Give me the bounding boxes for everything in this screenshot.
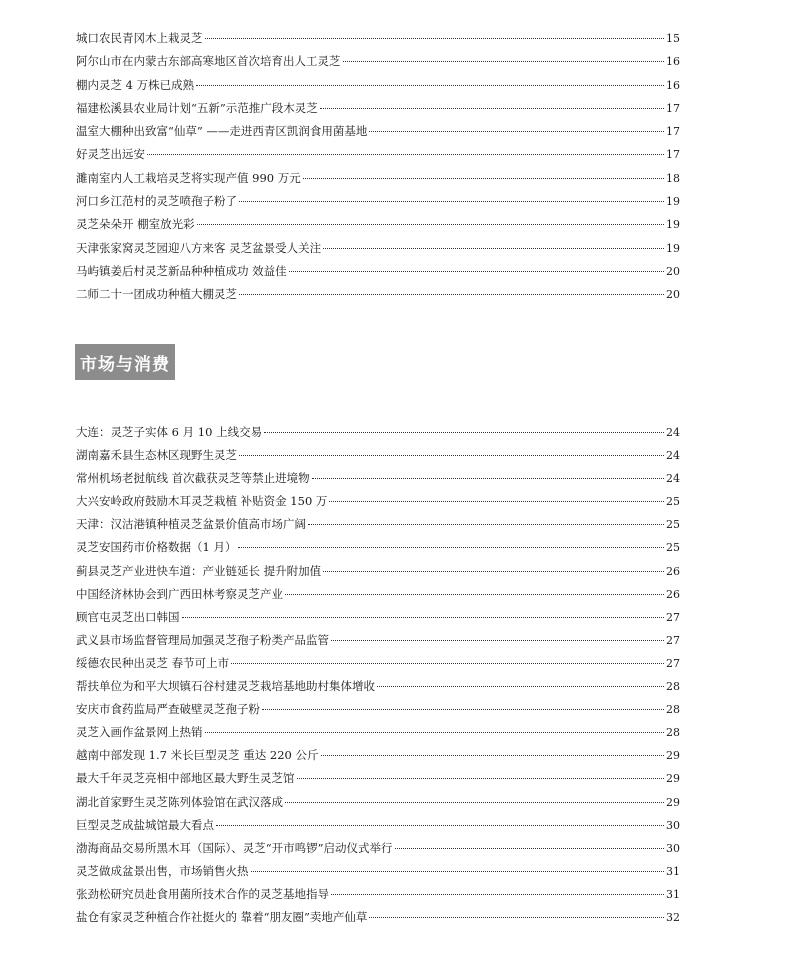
toc-entry-title: 河口乡江范村的灵芝喷孢子粉了 xyxy=(76,194,237,209)
toc-entry[interactable] xyxy=(76,814,680,837)
toc-entry[interactable] xyxy=(76,120,680,143)
toc-entry-page: 29 xyxy=(666,749,680,763)
dot-leader xyxy=(308,524,664,525)
dot-leader xyxy=(239,201,664,202)
dot-leader xyxy=(239,294,664,295)
toc-entry-page: 30 xyxy=(666,841,680,855)
toc-entry-page: 15 xyxy=(666,32,680,45)
toc-entry-page: 29 xyxy=(666,795,680,809)
toc-entry-title: 濉南室内人工栽培灵芝将实现产值 990 万元 xyxy=(76,170,301,185)
toc-entry[interactable] xyxy=(76,237,680,260)
toc-entry[interactable] xyxy=(76,906,680,929)
dot-leader xyxy=(197,224,664,225)
toc-entry-page: 26 xyxy=(666,587,680,601)
toc-entry-title: 中国经济林协会到广西田林考察灵芝产业 xyxy=(76,586,283,601)
dot-leader xyxy=(395,848,664,849)
dot-leader xyxy=(238,547,664,548)
toc-entry-page: 31 xyxy=(666,887,680,901)
toc-entry-title: 巨型灵芝成盐城馆最大看点 xyxy=(76,817,214,832)
toc-entry[interactable] xyxy=(76,652,680,675)
toc-entry-page: 25 xyxy=(666,518,680,532)
toc-entry-title: 常州机场老挝航线 首次截获灵芝等禁止进境物 xyxy=(76,471,310,486)
toc-entry-title: 大兴安岭政府鼓励木耳灵芝栽植 补贴资金 150 万 xyxy=(76,494,328,509)
toc-entry-page: 20 xyxy=(666,264,680,278)
toc-entry-title: 顾官屯灵芝出口韩国 xyxy=(76,609,180,624)
toc-entry[interactable] xyxy=(76,675,680,698)
toc-entry-page: 16 xyxy=(666,78,680,92)
toc-entry-page: 27 xyxy=(666,610,680,624)
toc-entry-page: 27 xyxy=(666,656,680,670)
toc-entry[interactable] xyxy=(76,837,680,860)
toc-entry-title: 湖南嘉禾县生态林区现野生灵芝 xyxy=(76,448,237,463)
toc-entry-title: 灵芝安国药市价格数据（1 月） xyxy=(76,540,237,555)
dot-leader xyxy=(264,432,664,433)
toc-entry-title: 好灵芝出远安 xyxy=(76,147,145,162)
toc-entry[interactable] xyxy=(76,283,680,306)
toc-entry-page: 29 xyxy=(666,772,680,786)
dot-leader xyxy=(312,478,664,479)
dot-leader xyxy=(205,38,665,39)
dot-leader xyxy=(343,61,665,62)
toc-entry[interactable] xyxy=(76,883,680,906)
toc-entry-title: 天津：汉沽港镇种植灵芝盆景价值高市场广阔 xyxy=(76,517,306,532)
toc-entry[interactable] xyxy=(76,50,680,73)
toc-entry-title: 武义县市场监督管理局加强灵芝孢子粉类产品监管 xyxy=(76,632,329,647)
toc-entry-page: 31 xyxy=(666,864,680,878)
toc-entry-title: 渤海商品交易所黑木耳（国际）、灵芝“开市鸣锣”启动仪式举行 xyxy=(76,840,393,855)
toc-entry-page: 20 xyxy=(666,288,680,302)
toc-entry-title: 棚内灵芝 4 万株已成熟 xyxy=(76,77,195,92)
toc-entry[interactable] xyxy=(76,606,680,629)
toc-entry[interactable] xyxy=(76,97,680,120)
toc-entry[interactable] xyxy=(76,513,680,536)
dot-leader xyxy=(369,131,664,132)
toc-entry-title: 城口农民青冈木上栽灵芝 xyxy=(76,31,203,45)
toc-entry-page: 19 xyxy=(666,195,680,209)
toc-entry-page: 32 xyxy=(666,910,680,924)
toc-entry[interactable] xyxy=(76,167,680,190)
toc-entry-page: 24 xyxy=(666,426,680,439)
toc-list-bottom xyxy=(76,421,680,929)
toc-entry-page: 24 xyxy=(666,472,680,486)
toc-entry-page: 19 xyxy=(666,218,680,232)
dot-leader xyxy=(323,571,664,572)
toc-entry[interactable] xyxy=(76,213,680,236)
dot-leader xyxy=(147,154,664,155)
toc-entry[interactable] xyxy=(76,490,680,513)
dot-leader xyxy=(331,894,664,895)
toc-entry-title: 福建松溪县农业局计划“五新”示范推广段木灵芝 xyxy=(76,100,318,115)
toc-entry-title: 马屿镇姜后村灵芝新品种种植成功 效益佳 xyxy=(76,263,287,278)
dot-leader xyxy=(196,85,664,86)
toc-entry-page: 28 xyxy=(666,726,680,740)
dot-leader xyxy=(216,825,664,826)
toc-entry-page: 25 xyxy=(666,495,680,509)
toc-entry[interactable] xyxy=(76,190,680,213)
toc-entry-title: 越南中部发现 1.7 米长巨型灵芝 重达 220 公斤 xyxy=(76,748,319,763)
toc-entry-title: 灵芝做成盆景出售，市场销售火热 xyxy=(76,863,249,878)
dot-leader xyxy=(377,686,664,687)
toc-list-top xyxy=(76,27,680,307)
toc-entry[interactable] xyxy=(76,143,680,166)
toc-entry-title: 大连：灵芝子实体 6 月 10 上线交易 xyxy=(76,425,263,439)
section-heading: 市场与消费 xyxy=(75,344,175,380)
dot-leader xyxy=(285,594,664,595)
toc-entry[interactable] xyxy=(76,260,680,283)
toc-entry-page: 24 xyxy=(666,449,680,463)
dot-leader xyxy=(297,778,665,779)
toc-entry-title: 安庆市食药监局严查破壁灵芝孢子粉 xyxy=(76,702,260,717)
toc-entry-title: 盐仓有家灵芝种植合作社挺火的 靠着“朋友圈”卖地产仙草 xyxy=(76,909,368,924)
dot-leader xyxy=(329,501,664,502)
toc-entry-title: 二师二十一团成功种植大棚灵芝 xyxy=(76,287,237,302)
toc-entry[interactable] xyxy=(76,74,680,97)
toc-entry[interactable] xyxy=(76,421,680,444)
dot-leader xyxy=(331,640,664,641)
toc-entry-title: 灵芝朵朵开 棚室放光彩 xyxy=(76,217,195,232)
toc-entry-title: 最大千年灵芝亮相中部地区最大野生灵芝馆 xyxy=(76,771,295,786)
toc-entry[interactable] xyxy=(76,444,680,467)
toc-entry-title: 天津张家窝灵芝园迎八方来客 灵芝盆景受人关注 xyxy=(76,240,322,255)
toc-entry-page: 16 xyxy=(666,55,680,69)
toc-entry-title: 蓟县灵芝产业进快车道：产业链延长 提升附加值 xyxy=(76,563,322,578)
dot-leader xyxy=(369,917,664,918)
toc-entry[interactable] xyxy=(76,629,680,652)
toc-entry[interactable] xyxy=(76,560,680,583)
toc-entry-title: 帮扶单位为和平大坝镇石谷村建灵芝栽培基地助村集体增收 xyxy=(76,679,375,694)
toc-entry-title: 湖北首家野生灵芝陈列体验馆在武汉落成 xyxy=(76,794,283,809)
toc-entry-title: 张劲松研究员赴食用菌所技术合作的灵芝基地指导 xyxy=(76,886,329,901)
toc-entry-page: 28 xyxy=(666,703,680,717)
dot-leader xyxy=(262,709,664,710)
dot-leader xyxy=(285,802,664,803)
toc-entry-title: 阿尔山市在内蒙古东部高寒地区首次培育出人工灵芝 xyxy=(76,54,341,69)
dot-leader xyxy=(321,755,664,756)
toc-entry-page: 25 xyxy=(666,541,680,555)
dot-leader xyxy=(320,108,664,109)
toc-entry[interactable] xyxy=(76,721,680,744)
toc-entry-page: 26 xyxy=(666,564,680,578)
toc-entry[interactable] xyxy=(76,860,680,883)
toc-entry[interactable] xyxy=(76,698,680,721)
toc-entry-page: 17 xyxy=(666,125,680,139)
toc-entry[interactable] xyxy=(76,744,680,767)
toc-entry-page: 18 xyxy=(666,171,680,185)
toc-entry-title: 灵芝入画作盆景网上热销 xyxy=(76,725,203,740)
dot-leader xyxy=(205,732,665,733)
dot-leader xyxy=(182,617,665,618)
dot-leader xyxy=(231,663,664,664)
dot-leader xyxy=(323,248,664,249)
toc-entry-title: 温室大棚种出致富“仙草” ——走进西青区凯润食用菌基地 xyxy=(76,124,368,139)
toc-entry[interactable] xyxy=(76,583,680,606)
dot-leader xyxy=(239,455,664,456)
toc-entry-page: 27 xyxy=(666,633,680,647)
toc-entry[interactable] xyxy=(76,27,680,50)
toc-entry[interactable] xyxy=(76,767,680,790)
dot-leader xyxy=(251,871,665,872)
toc-entry-page: 28 xyxy=(666,680,680,694)
dot-leader xyxy=(303,178,664,179)
toc-entry-title: 绥德农民种出灵芝 春节可上市 xyxy=(76,655,230,670)
toc-entry-page: 17 xyxy=(666,101,680,115)
toc-entry[interactable] xyxy=(76,791,680,814)
toc-entry-page: 19 xyxy=(666,241,680,255)
toc-entry[interactable] xyxy=(76,536,680,559)
toc-entry[interactable] xyxy=(76,467,680,490)
toc-entry-page: 17 xyxy=(666,148,680,162)
toc-entry-page: 30 xyxy=(666,818,680,832)
dot-leader xyxy=(289,271,664,272)
